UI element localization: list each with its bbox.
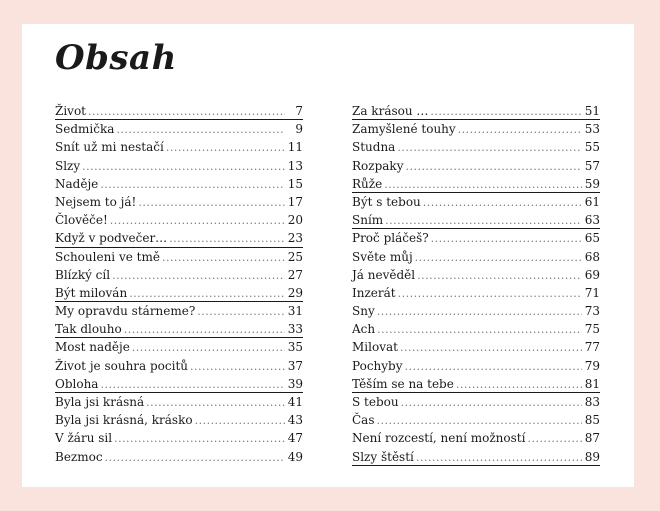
- toc-entry-title: Byla jsi krásná: [55, 395, 145, 409]
- dot-leader: [162, 249, 285, 267]
- toc-entry[interactable]: [55, 102, 303, 120]
- dot-leader: [197, 303, 285, 321]
- dot-leader: [398, 285, 582, 303]
- toc-entry[interactable]: [55, 120, 303, 138]
- dot-leader: [88, 103, 285, 121]
- dot-leader: [82, 158, 285, 176]
- toc-entry-title: Člověče!: [55, 213, 108, 228]
- toc-entry[interactable]: [55, 138, 303, 156]
- toc-entry[interactable]: [352, 375, 600, 393]
- toc-entry-page-number: 69: [584, 267, 600, 282]
- toc-entry-title: Blízký cíl: [55, 267, 111, 282]
- page-title: Obsah: [55, 38, 177, 78]
- toc-entry[interactable]: [352, 193, 600, 211]
- toc-entry-page-number: 87: [584, 431, 600, 446]
- dot-leader: [138, 194, 285, 212]
- toc-entry-title: Za krásou …: [352, 104, 429, 118]
- dot-leader: [132, 339, 285, 357]
- dot-leader: [190, 358, 285, 376]
- toc-entry[interactable]: [55, 175, 303, 193]
- toc-entry[interactable]: [55, 157, 303, 175]
- toc-entry-page-number: 81: [584, 376, 600, 391]
- dot-leader: [385, 212, 582, 230]
- toc-column-left: [55, 102, 303, 466]
- toc-entry[interactable]: [352, 411, 600, 429]
- toc-entry-page-number: 27: [287, 267, 303, 282]
- toc-entry-page-number: 15: [287, 176, 303, 191]
- dot-leader: [397, 139, 582, 157]
- toc-entry-title: Ach: [352, 322, 376, 337]
- toc-entry[interactable]: [352, 284, 600, 302]
- toc-entry[interactable]: [55, 338, 303, 356]
- toc-entry-title: Těším se na tebe: [352, 376, 454, 391]
- toc-entry-title: Zamyšlené touhy: [352, 122, 456, 137]
- toc-entry-page-number: 55: [584, 140, 600, 155]
- toc-entry-title: Tak dlouho: [55, 322, 122, 337]
- toc-entry-title: Čas: [352, 413, 375, 428]
- dot-leader: [124, 321, 285, 339]
- toc-entry-title: Sny: [352, 304, 375, 319]
- dot-leader: [195, 412, 285, 430]
- toc-entry-title: Sedmička: [55, 122, 115, 137]
- dot-leader: [430, 103, 582, 121]
- toc-entry[interactable]: [352, 138, 600, 156]
- toc-entry-title: Milovat: [352, 340, 398, 355]
- dot-leader: [417, 267, 582, 285]
- toc-entry-title: Život: [55, 104, 87, 118]
- dot-leader: [129, 285, 285, 303]
- dot-leader: [405, 158, 582, 176]
- dot-leader: [416, 449, 582, 467]
- toc-entry-page-number: 33: [287, 322, 303, 337]
- toc-entry[interactable]: [352, 266, 600, 284]
- dot-leader: [377, 303, 582, 321]
- toc-entry[interactable]: [55, 375, 303, 393]
- toc-entry-page-number: 77: [584, 340, 600, 355]
- toc-entry[interactable]: [55, 193, 303, 211]
- toc-entry-page-number: 59: [584, 176, 600, 191]
- toc-entry[interactable]: [352, 229, 600, 247]
- dot-leader: [110, 212, 285, 230]
- toc-entry-title: Není rozcestí, není možností: [352, 431, 526, 446]
- dot-leader: [431, 230, 582, 248]
- toc-entry-page-number: 85: [584, 413, 600, 428]
- toc-entry-page-number: 31: [287, 304, 303, 319]
- toc-entry-title: S tebou: [352, 395, 399, 409]
- toc-entry-title: Byla jsi krásná, krásko: [55, 413, 193, 428]
- dot-leader: [377, 412, 583, 430]
- toc-entry-page-number: 7: [295, 104, 303, 118]
- dot-leader: [423, 194, 582, 212]
- toc-entry-title: Být s tebou: [352, 194, 421, 209]
- toc-entry-page-number: 9: [295, 122, 303, 137]
- toc-entry[interactable]: [55, 229, 303, 247]
- dot-leader: [100, 376, 285, 394]
- toc-entry-page-number: 41: [287, 395, 303, 409]
- toc-entry[interactable]: [55, 429, 303, 447]
- toc-entry-title: Snít už mi nestačí: [55, 140, 164, 155]
- toc-entry[interactable]: [352, 357, 600, 375]
- toc-entry[interactable]: [55, 266, 303, 284]
- toc-entry-title: Obloha: [55, 376, 99, 391]
- toc-entry-title: Inzerát: [352, 285, 396, 300]
- toc-entry-page-number: 68: [584, 249, 600, 264]
- toc-entry[interactable]: [55, 320, 303, 338]
- toc-entry[interactable]: [352, 102, 600, 120]
- toc-entry[interactable]: [352, 157, 600, 175]
- toc-entry-title: Já nevěděl: [352, 267, 416, 282]
- toc-entry-page-number: 20: [287, 213, 303, 228]
- toc-entry-title: Slzy: [55, 158, 81, 173]
- toc-entry-page-number: 53: [584, 122, 600, 137]
- toc-entry-page-number: 49: [287, 449, 303, 464]
- toc-entry-page-number: 11: [287, 140, 303, 155]
- toc-entry-title: Být milován: [55, 285, 128, 300]
- toc-entry-page-number: 17: [287, 194, 303, 209]
- toc-entry-title: Světe můj: [352, 249, 413, 264]
- dot-leader: [169, 230, 285, 248]
- toc-entry-page-number: 65: [584, 231, 600, 246]
- toc-entry[interactable]: [352, 448, 600, 466]
- dot-leader: [456, 376, 582, 394]
- toc-entry[interactable]: [352, 248, 600, 266]
- dot-leader: [105, 449, 285, 467]
- toc-entry-title: Nejsem to já!: [55, 194, 137, 209]
- toc-entry-page-number: 29: [287, 285, 303, 300]
- dot-leader: [405, 358, 582, 376]
- toc-entry-page-number: 47: [287, 431, 303, 446]
- toc-entry-title: Když v podvečer…: [55, 231, 168, 246]
- toc-entry-title: Naděje: [55, 176, 99, 191]
- dot-leader: [401, 394, 582, 412]
- dot-leader: [100, 176, 285, 194]
- toc-entry-page-number: 75: [584, 322, 600, 337]
- toc-entry[interactable]: [352, 338, 600, 356]
- toc-entry[interactable]: [55, 302, 303, 320]
- dot-leader: [377, 321, 582, 339]
- toc-entry-page-number: 79: [584, 358, 600, 373]
- toc-entry[interactable]: [55, 211, 303, 229]
- toc-entry-page-number: 51: [584, 104, 600, 118]
- toc-entry-page-number: 37: [287, 358, 303, 373]
- dot-leader: [527, 430, 582, 448]
- toc-entry-page-number: 73: [584, 304, 600, 319]
- toc-entry-page-number: 83: [584, 395, 600, 409]
- toc-entry-title: Život je souhra pocitů: [55, 358, 189, 373]
- dot-leader: [458, 121, 582, 139]
- dot-leader: [116, 121, 285, 139]
- toc-entry-page-number: 23: [287, 231, 303, 246]
- toc-entry-page-number: 63: [584, 213, 600, 228]
- toc-entry-page-number: 35: [287, 340, 303, 355]
- toc-entry-page-number: 57: [584, 158, 600, 173]
- toc-entry[interactable]: [55, 411, 303, 429]
- toc-entry-title: Most naděje: [55, 340, 130, 355]
- dot-leader: [112, 267, 285, 285]
- toc-entry-page-number: 25: [287, 249, 303, 264]
- toc-column-right: [352, 102, 600, 466]
- toc-entry[interactable]: [55, 448, 303, 466]
- toc-entry-page-number: 71: [584, 285, 600, 300]
- toc-entry-title: Schouleni ve tmě: [55, 249, 160, 264]
- toc-entry-title: Slzy štěstí: [352, 449, 414, 464]
- dot-leader: [146, 394, 285, 412]
- dot-leader: [384, 176, 582, 194]
- toc-entry[interactable]: [352, 120, 600, 138]
- toc-entry[interactable]: [352, 393, 600, 411]
- toc-entry-page-number: 43: [287, 413, 303, 428]
- toc-entry-title: My opravdu stárneme?: [55, 304, 196, 319]
- toc-entry[interactable]: [352, 320, 600, 338]
- toc-entry-page-number: 89: [584, 449, 600, 464]
- toc-entry-title: Růže: [352, 176, 383, 191]
- dot-leader: [400, 339, 582, 357]
- toc-entry[interactable]: [55, 284, 303, 302]
- toc-entry-title: Proč pláčeš?: [352, 231, 429, 246]
- dot-leader: [114, 430, 285, 448]
- document-page: [22, 24, 634, 487]
- toc-entry-page-number: 39: [287, 376, 303, 391]
- toc-entry-title: Sním: [352, 213, 384, 228]
- toc-entry-title: V žáru sil: [55, 431, 113, 446]
- toc-entry[interactable]: [55, 357, 303, 375]
- toc-entry[interactable]: [352, 175, 600, 193]
- toc-entry[interactable]: [352, 211, 600, 229]
- toc-entry-title: Studna: [352, 140, 396, 155]
- toc-entry-page-number: 61: [584, 194, 600, 209]
- dot-leader: [415, 249, 582, 267]
- toc-entry-title: Rozpaky: [352, 158, 404, 173]
- toc-entry[interactable]: [352, 429, 600, 447]
- toc-entry-title: Pochyby: [352, 358, 403, 373]
- dot-leader: [166, 139, 285, 157]
- toc-entry-page-number: 13: [287, 158, 303, 173]
- toc-entry-title: Bezmoc: [55, 449, 103, 464]
- toc-entry[interactable]: [55, 248, 303, 266]
- toc-entry[interactable]: [55, 393, 303, 411]
- toc-entry[interactable]: [352, 302, 600, 320]
